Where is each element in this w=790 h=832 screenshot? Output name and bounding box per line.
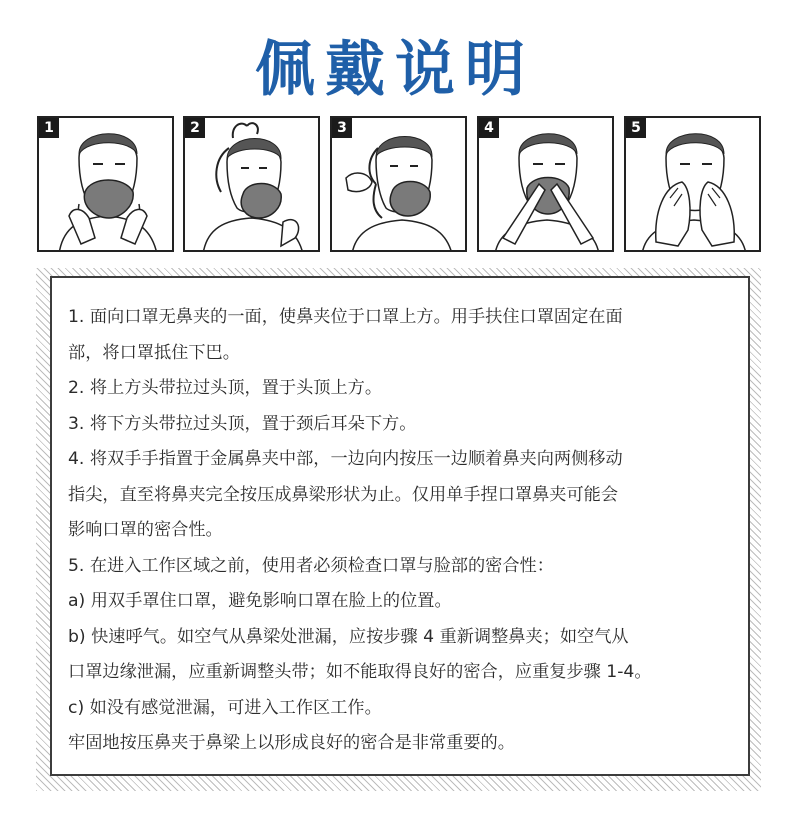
instruction-line: a) 用双手罩住口罩，避免影响口罩在脸上的位置。	[68, 591, 452, 611]
instruction-line: 指尖，直至将鼻夹完全按压成鼻梁形状为止。仅用单手捏口罩鼻夹可能会	[68, 484, 619, 505]
instruction-line: 部，将口罩抵住下巴。	[68, 342, 240, 363]
step-panel-2	[183, 116, 320, 252]
instruction-line: 2. 将上方头带拉过头顶，置于头顶上方。	[68, 378, 383, 398]
instruction-line: 3. 将下方头带拉过头顶，置于颈后耳朵下方。	[68, 413, 417, 434]
instruction-line: 影响口罩的密合性。	[68, 520, 223, 540]
step-number-1: 1	[39, 118, 59, 138]
instruction-line: b) 快速呼气。如空气从鼻梁处泄漏，应按步骤 4 重新调整鼻夹；如空气从	[68, 626, 629, 647]
step-panel-1	[37, 116, 174, 252]
instruction-line: 1. 面向口罩无鼻夹的一面，使鼻夹位于口罩上方。用手扶住口罩固定在面	[68, 307, 623, 327]
step-2-illustration	[185, 118, 320, 252]
step-number-3: 3	[332, 118, 352, 138]
step-number-2: 2	[185, 118, 205, 138]
step-3-illustration	[332, 118, 467, 252]
step-5-illustration	[626, 118, 761, 252]
instruction-line: 口罩边缘泄漏，应重新调整头带；如不能取得良好的密合，应重复步骤 1-4。	[68, 662, 652, 682]
page-title: 佩戴说明	[255, 35, 535, 105]
instructions-text	[68, 300, 738, 762]
instructions-box	[36, 268, 761, 791]
step-panel-4	[477, 116, 614, 252]
instruction-line: 4. 将双手手指置于金属鼻夹中部，一边向内按压一边顺着鼻夹向两侧移动	[68, 449, 623, 469]
instruction-line: 5. 在进入工作区域之前，使用者必须检查口罩与脸部的密合性：	[68, 555, 554, 576]
instruction-line: 牢固地按压鼻夹于鼻梁上以形成良好的密合是非常重要的。	[68, 733, 515, 753]
step-number-5: 5	[626, 118, 646, 138]
step-panel-3	[330, 116, 467, 252]
step-number-4: 4	[479, 118, 499, 138]
step-panel-5	[624, 116, 761, 252]
instruction-line: c) 如没有感觉泄漏，可进入工作区工作。	[68, 697, 382, 718]
step-illustrations	[0, 116, 790, 256]
step-1-illustration	[39, 118, 174, 252]
instructions-panel	[50, 276, 750, 776]
step-4-illustration	[479, 118, 614, 252]
